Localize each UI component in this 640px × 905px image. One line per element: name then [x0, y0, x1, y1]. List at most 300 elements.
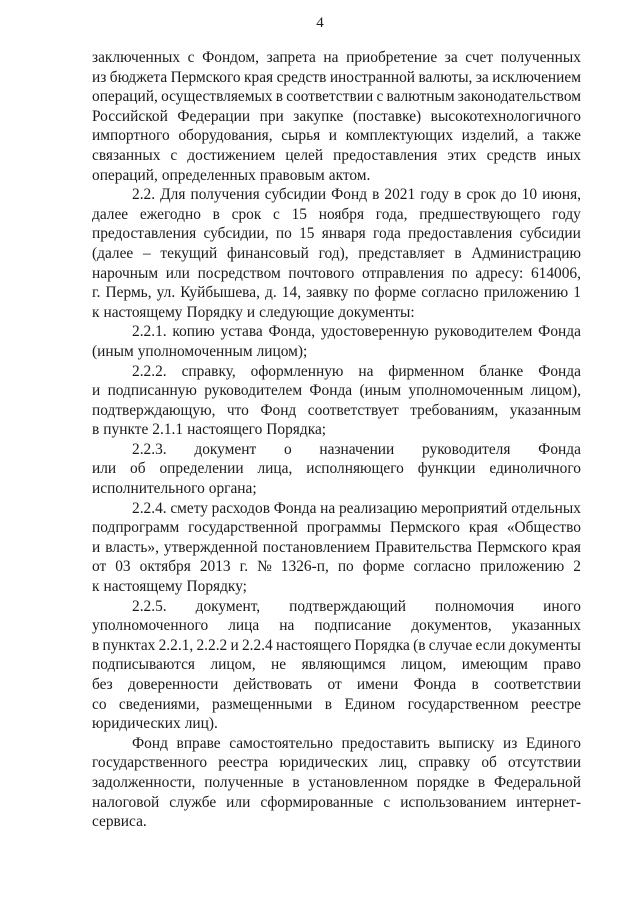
- word: 2: [573, 558, 581, 576]
- word: за: [444, 49, 458, 66]
- text-line: [92, 753, 581, 773]
- word: высокотехнологичного: [430, 107, 581, 125]
- word: полномочия: [435, 597, 515, 615]
- word: если: [475, 636, 506, 654]
- word: в: [324, 695, 333, 713]
- word: в: [477, 773, 486, 791]
- word: об: [481, 754, 497, 772]
- word: на: [358, 362, 374, 380]
- word: что: [226, 401, 249, 419]
- word: сведениями,: [118, 695, 200, 713]
- word: валюты,: [418, 68, 473, 86]
- word: запрета: [266, 49, 316, 66]
- word: пункте: [103, 421, 149, 439]
- word: почтового: [288, 264, 355, 282]
- word: «Общество: [506, 519, 581, 537]
- word: января: [321, 225, 366, 243]
- word: иных: [546, 146, 581, 164]
- word: из: [502, 734, 518, 752]
- word: в: [275, 88, 284, 106]
- word: являющимся: [301, 656, 386, 674]
- text-line: [92, 68, 581, 88]
- word: Федеральной: [494, 773, 581, 791]
- word: импортного: [92, 127, 170, 145]
- word: и: [246, 303, 256, 321]
- word: иностранной: [329, 68, 416, 86]
- word: государственного: [92, 754, 208, 772]
- word: ноября: [318, 205, 365, 223]
- word: исполнительного: [92, 480, 205, 498]
- word: за: [475, 68, 489, 86]
- word: операций,: [92, 88, 158, 106]
- word: счет: [465, 49, 494, 66]
- text-line: [92, 362, 581, 382]
- word: настоящему: [103, 303, 183, 321]
- text-line: [92, 303, 581, 323]
- word: Фонда,: [268, 323, 316, 341]
- word: размещенными: [211, 695, 313, 713]
- word: сырья: [281, 127, 321, 145]
- word: с: [187, 49, 195, 66]
- word: Порядка;: [266, 421, 327, 439]
- word: требованиям,: [410, 401, 499, 419]
- word: бланке: [479, 362, 524, 380]
- word: июня,: [542, 186, 581, 204]
- word: определенных: [161, 166, 256, 184]
- word: от: [92, 558, 107, 576]
- word: предоставления: [92, 225, 197, 243]
- word: выписку: [438, 734, 495, 752]
- word: и: [92, 382, 101, 400]
- word: вправе: [176, 734, 221, 752]
- word: имени: [356, 676, 399, 693]
- word: или: [226, 793, 251, 811]
- word: средств: [276, 68, 327, 86]
- word: юридических: [279, 754, 369, 772]
- word: оборудования,: [178, 127, 273, 145]
- word: №: [257, 558, 272, 576]
- word: с: [383, 793, 391, 811]
- text-line: [92, 793, 581, 813]
- word: определении: [159, 460, 244, 478]
- word: Фонд: [260, 401, 297, 419]
- word: 15: [291, 205, 307, 223]
- word: связанных: [92, 146, 161, 164]
- word: фирменном: [388, 362, 465, 380]
- word: Едином: [344, 695, 396, 713]
- word: документ,: [195, 597, 261, 615]
- word: Фонда: [538, 440, 581, 458]
- word: в: [372, 186, 380, 204]
- word: изделий,: [461, 127, 519, 145]
- word: 1: [573, 284, 581, 302]
- text-line: [92, 381, 581, 401]
- word: получения: [190, 186, 260, 204]
- word: пунктах: [102, 636, 156, 654]
- word: 2.2.5.: [132, 597, 167, 615]
- word: полученные: [204, 773, 284, 791]
- word: имеющим: [461, 656, 528, 674]
- word: по: [451, 264, 468, 282]
- word: государственной: [188, 519, 298, 537]
- word: 15: [299, 225, 315, 243]
- word: при: [259, 107, 284, 125]
- word: приложению: [479, 558, 565, 576]
- word: (поставке): [352, 107, 422, 125]
- word: Фонда: [538, 323, 581, 341]
- word: со: [92, 695, 107, 713]
- word: справку: [418, 754, 471, 772]
- word: руководителем: [204, 382, 303, 400]
- word: форме: [362, 558, 405, 576]
- word: в: [292, 773, 300, 791]
- word: или: [165, 264, 190, 282]
- word: функции: [417, 460, 476, 478]
- word: использованием: [400, 793, 507, 811]
- word: 2.2.3.: [132, 440, 167, 458]
- word: Пермского: [389, 519, 460, 537]
- text-line: [92, 636, 581, 656]
- word: о: [283, 440, 292, 458]
- word: финансовый: [226, 244, 309, 262]
- text-line: [92, 714, 581, 734]
- word: согласно: [421, 284, 479, 302]
- word: смету: [170, 499, 208, 517]
- word: осуществляемых: [161, 88, 273, 106]
- word: (в: [413, 636, 426, 654]
- word: 03: [115, 558, 131, 576]
- text-line: [92, 401, 581, 421]
- word: операций,: [92, 166, 158, 184]
- word: Фонда: [273, 499, 317, 517]
- word: в: [454, 244, 462, 262]
- word: 2.2.4: [241, 636, 273, 654]
- word: лицом,: [210, 656, 256, 674]
- word: Пермского: [170, 68, 241, 86]
- word: на: [279, 617, 295, 635]
- word: октября: [139, 558, 191, 576]
- word: самостоятельно: [229, 734, 333, 752]
- word: Порядку;: [186, 578, 247, 596]
- word: иного: [543, 597, 581, 615]
- word: Куйбышева,: [180, 284, 260, 302]
- word: по: [353, 284, 370, 302]
- word: год),: [318, 244, 349, 262]
- text-line: [92, 734, 581, 754]
- word: юридических: [92, 715, 181, 733]
- word: подтверждающий: [289, 597, 407, 615]
- word: г.: [239, 558, 249, 576]
- word: на: [320, 499, 336, 517]
- text-line: [92, 557, 581, 577]
- word: предшествующего: [419, 205, 541, 223]
- word: или: [92, 460, 117, 478]
- word: г.: [92, 284, 101, 302]
- word: на: [323, 49, 339, 66]
- word: устава: [220, 323, 263, 341]
- text-line: [92, 322, 581, 342]
- word: подтверждающую,: [92, 401, 216, 419]
- word: подпрограмм: [92, 519, 180, 537]
- word: Российской: [92, 107, 168, 125]
- word: представляет: [358, 244, 445, 262]
- text-line: [92, 48, 581, 68]
- word: документы:: [338, 303, 415, 321]
- word: в: [471, 676, 479, 693]
- word: году: [420, 186, 449, 204]
- word: власть»,: [105, 538, 159, 556]
- word: в: [92, 421, 100, 439]
- word: 2.2.2.: [132, 362, 167, 380]
- word: лиц).: [184, 715, 218, 733]
- word: мероприятий: [421, 499, 508, 517]
- word: случае: [428, 636, 473, 654]
- text-line: [92, 655, 581, 675]
- word: ул.: [156, 284, 176, 302]
- word: полученных: [500, 49, 581, 66]
- word: согласно: [413, 558, 471, 576]
- word: отправления: [362, 264, 445, 282]
- word: предоставить: [341, 734, 430, 752]
- word: без: [92, 676, 113, 693]
- word: нарочным: [92, 264, 159, 282]
- word: 2.2.1.: [132, 323, 167, 341]
- text-line: [92, 616, 581, 636]
- page-number: 4: [316, 15, 324, 31]
- word: адресу:: [475, 264, 524, 282]
- word: установленном: [308, 773, 408, 791]
- word: доверенности: [127, 676, 219, 693]
- word: уполномоченным: [137, 342, 253, 360]
- word: форме: [374, 284, 417, 302]
- word: Правительства: [375, 538, 472, 556]
- word: года: [373, 225, 401, 243]
- word: отсутствии: [508, 754, 581, 772]
- text-line: [92, 87, 581, 107]
- word: соответствии: [286, 88, 374, 106]
- word: указанных: [511, 617, 581, 635]
- text-line: [92, 126, 581, 146]
- word: 2.2.4.: [132, 499, 167, 517]
- word: реализацию: [338, 499, 418, 517]
- text-line: [92, 185, 581, 205]
- word: программы: [306, 519, 382, 537]
- word: реестре: [530, 695, 581, 713]
- word: отдельных: [511, 499, 581, 517]
- word: и: [230, 636, 239, 654]
- word: соответствует: [307, 401, 399, 419]
- word: уполномоченным: [408, 382, 524, 400]
- word: реестра: [218, 754, 269, 772]
- word: до: [501, 186, 517, 204]
- word: заключенных: [92, 49, 181, 66]
- word: Фондом,: [202, 49, 260, 66]
- word: постановлением: [262, 538, 371, 556]
- word: исключением: [492, 68, 581, 86]
- word: Порядка: [354, 636, 410, 654]
- word: следующие: [259, 303, 335, 321]
- word: д.: [265, 284, 277, 302]
- word: документы: [508, 636, 581, 654]
- text-line: [92, 773, 581, 793]
- word: края: [468, 519, 498, 537]
- word: лиц,: [379, 754, 408, 772]
- word: срок: [231, 205, 262, 223]
- word: бюджета: [109, 68, 168, 86]
- word: документов,: [411, 617, 492, 635]
- text-line: [92, 244, 581, 264]
- word: сформированные: [260, 793, 374, 811]
- word: а: [526, 127, 534, 145]
- word: лица,: [257, 460, 293, 478]
- word: (иным: [92, 342, 134, 360]
- word: Фонда: [309, 382, 353, 400]
- word: 2.1.1: [152, 421, 184, 439]
- word: Фонда: [413, 676, 457, 693]
- word: приобретение: [346, 49, 438, 66]
- word: году: [552, 205, 581, 223]
- word: руководителем: [434, 323, 533, 341]
- word: документ: [194, 440, 257, 458]
- word: сервиса.: [92, 813, 147, 831]
- word: настоящего: [187, 421, 263, 439]
- text-line: [92, 146, 581, 166]
- word: 14,: [281, 284, 302, 302]
- word: приложению: [483, 284, 569, 302]
- word: 2021: [384, 186, 416, 204]
- word: края: [244, 68, 274, 86]
- word: Фонд: [132, 734, 168, 752]
- word: назначении: [319, 440, 395, 458]
- word: право: [543, 656, 581, 674]
- word: оформленную: [250, 362, 344, 380]
- text-line: [92, 420, 581, 440]
- text-line: [92, 283, 581, 303]
- word: настоящего: [275, 636, 352, 654]
- word: и: [92, 538, 101, 556]
- word: справку,: [181, 362, 236, 380]
- word: ежегодно: [139, 205, 201, 223]
- word: уполномоченного: [92, 617, 209, 635]
- word: подписываются: [92, 656, 195, 674]
- word: Фонда: [538, 362, 581, 380]
- word: средств: [486, 146, 537, 164]
- word: удостоверенную: [320, 323, 429, 341]
- word: с: [376, 88, 384, 106]
- word: субсидии: [519, 225, 581, 243]
- word: Фонд: [331, 186, 368, 204]
- word: Пермь,: [105, 284, 152, 302]
- word: валютным: [386, 88, 455, 106]
- text-line: [92, 597, 581, 617]
- word: Порядку: [186, 303, 243, 321]
- word: года,: [375, 205, 408, 223]
- text-line: [92, 812, 581, 832]
- word: в: [212, 205, 220, 223]
- word: исполняющего: [306, 460, 404, 478]
- word: 614006,: [530, 264, 581, 282]
- word: (иным: [359, 382, 402, 400]
- word: лица: [228, 617, 260, 635]
- text-line: [92, 518, 581, 538]
- word: службе: [169, 793, 217, 811]
- word: об: [130, 460, 146, 478]
- word: задолженности,: [92, 773, 196, 791]
- word: руководителя: [422, 440, 511, 458]
- document-body: [92, 48, 581, 832]
- word: лицом,: [401, 656, 447, 674]
- word: субсидии: [264, 186, 327, 204]
- word: комплектующих: [345, 127, 454, 145]
- word: единоличного: [489, 460, 581, 478]
- text-line: [92, 577, 581, 597]
- word: настоящему: [103, 578, 183, 596]
- word: 2013: [199, 558, 231, 576]
- word: также: [542, 127, 581, 145]
- word: подписание: [314, 617, 392, 635]
- word: актом.: [328, 166, 371, 184]
- word: края: [551, 538, 581, 556]
- text-line: [92, 440, 581, 460]
- word: законодательством: [457, 88, 581, 106]
- word: копию: [172, 323, 215, 341]
- text-line: [92, 675, 581, 695]
- word: посредством: [197, 264, 281, 282]
- word: далее: [92, 205, 129, 223]
- word: заявку: [306, 284, 349, 302]
- text-line: [92, 107, 581, 127]
- word: Единого: [525, 734, 581, 752]
- word: 2.2.: [132, 186, 156, 204]
- text-line: [92, 459, 581, 479]
- word: из: [92, 68, 107, 86]
- word: по: [337, 558, 354, 576]
- word: лицом),: [530, 382, 581, 400]
- word: достижением: [187, 146, 276, 164]
- word: субсидии,: [203, 225, 269, 243]
- word: лицом);: [256, 342, 308, 360]
- word: по: [275, 225, 292, 243]
- text-line: [92, 224, 581, 244]
- word: –: [142, 244, 151, 262]
- word: 1326-п,: [280, 558, 329, 576]
- word: (далее: [92, 244, 134, 262]
- word: органа;: [208, 480, 257, 498]
- text-line: [92, 205, 581, 225]
- word: к: [92, 578, 100, 596]
- word: предоставления: [333, 146, 438, 164]
- word: от: [327, 676, 342, 693]
- word: этих: [447, 146, 477, 164]
- word: срок: [466, 186, 497, 204]
- word: порядке: [416, 773, 470, 791]
- word: Для: [160, 186, 186, 204]
- word: налоговой: [92, 793, 160, 811]
- text-line: [92, 264, 581, 284]
- word: не: [271, 656, 287, 674]
- word: с: [273, 205, 280, 223]
- word: соответствии: [494, 676, 581, 693]
- word: утвержденной: [163, 538, 258, 556]
- text-line: [92, 499, 581, 519]
- word: подписанную: [107, 382, 197, 400]
- word: текущий: [160, 244, 218, 262]
- word: правовым: [259, 166, 325, 184]
- word: к: [92, 303, 100, 321]
- word: в: [454, 186, 462, 204]
- word: действовать: [233, 676, 313, 693]
- word: в: [92, 636, 100, 654]
